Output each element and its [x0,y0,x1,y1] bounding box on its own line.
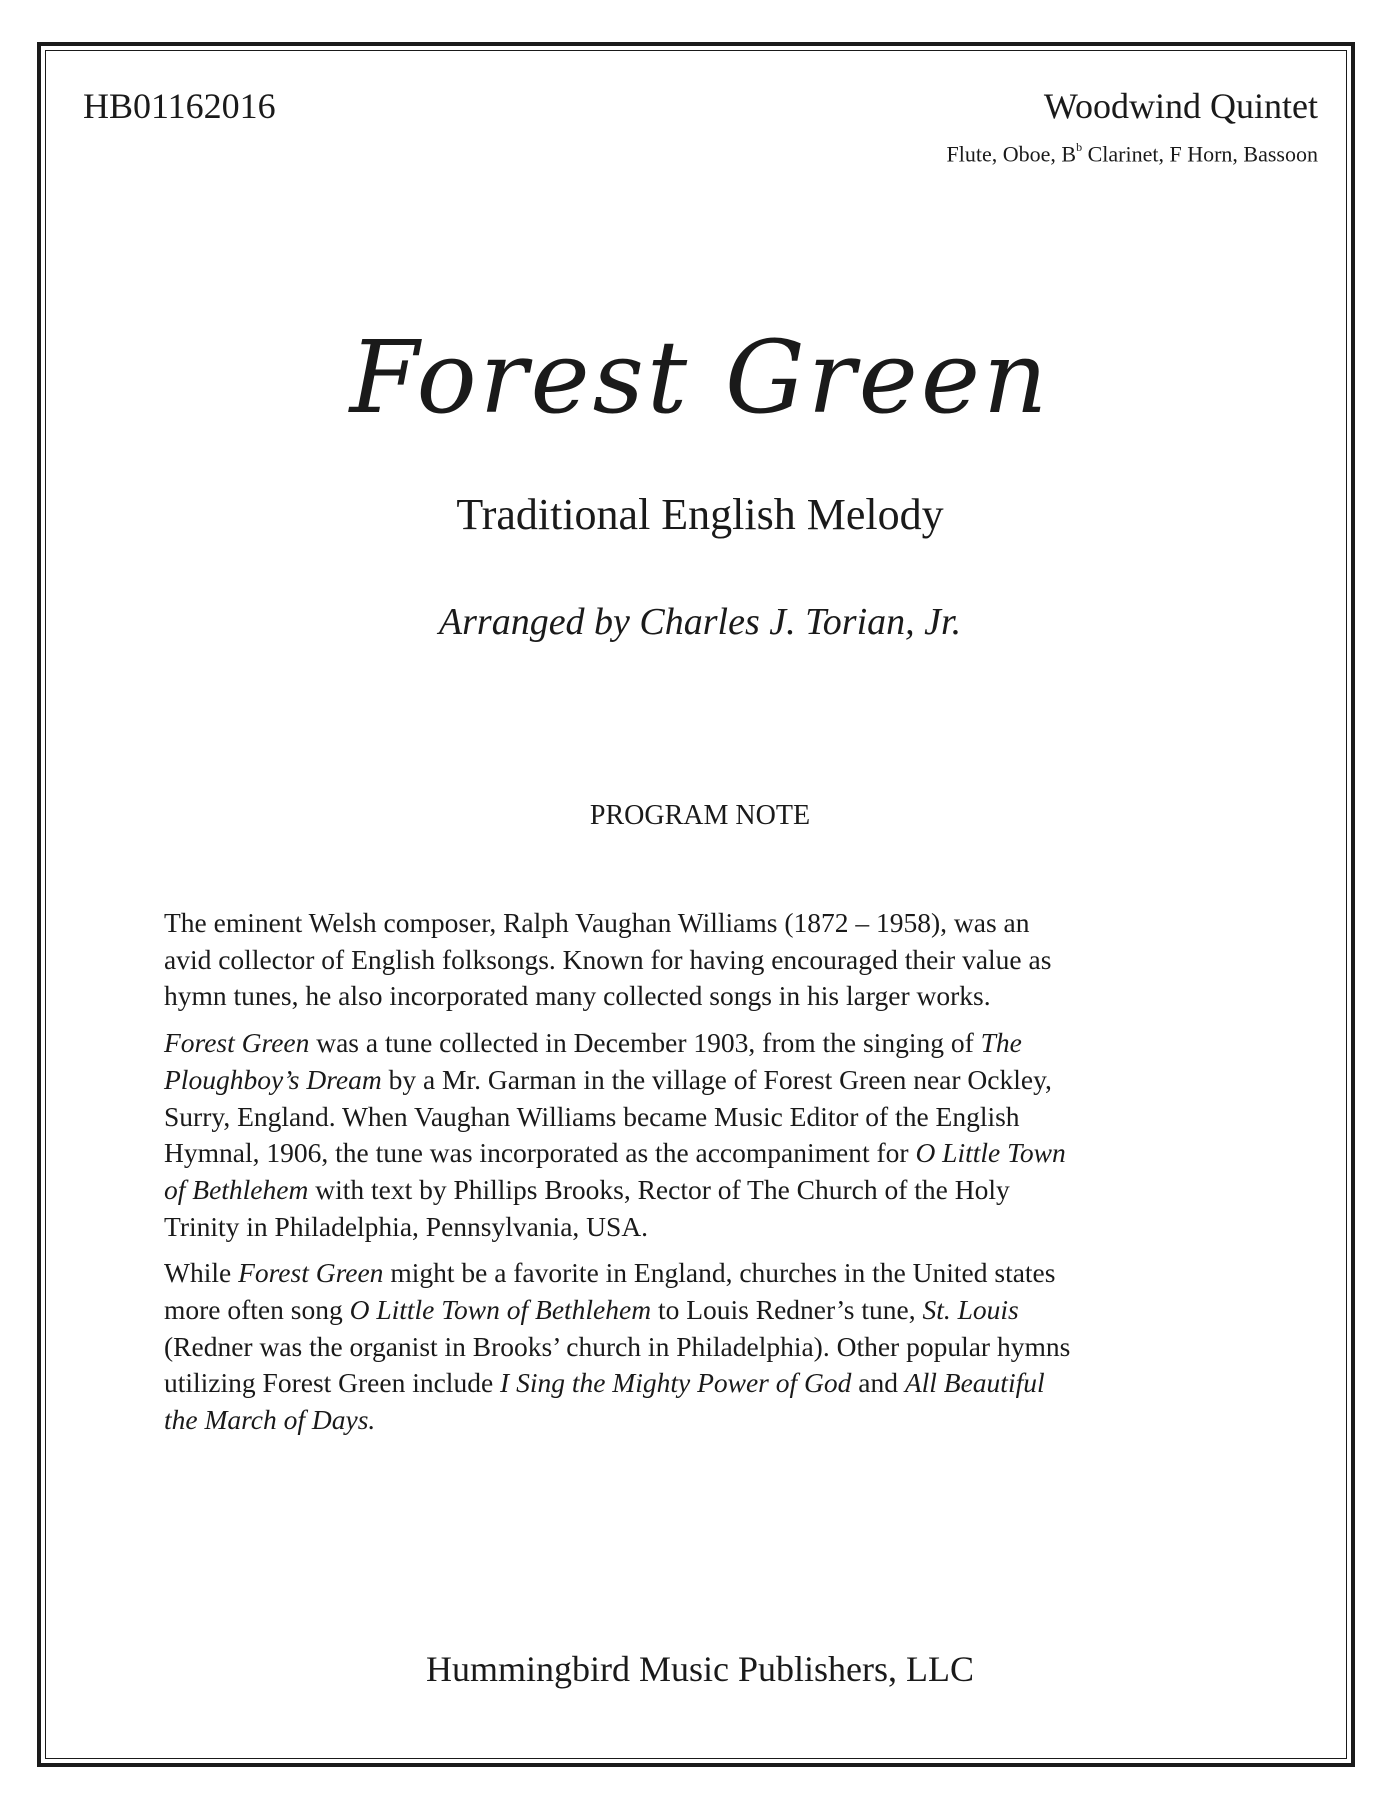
text-line [164,1365,1244,1402]
text-run: might be a favorite in England, churches in the United states [383,1257,1056,1289]
text-line: (Redner was the organist in Brooks’ church in Philadelphia). Other popular hymns [164,1330,1071,1362]
program-note-heading: PROGRAM NOTE [589,800,811,831]
italic-title: Forest Green [164,1027,310,1059]
program-note-paragraph [164,905,1244,1015]
text-run: with text by Phillips Brooks, Rector of The Church of the Holy [308,1173,1010,1205]
text-line: hymn tunes, he also incorporated many collected songs in his larger works. [164,980,991,1012]
text-line [164,1402,1244,1439]
text-run: by a Mr. Garman in the village of Forest Green near Ockley, [381,1063,1052,1095]
ensemble-block [947,86,1318,167]
ensemble-title: Woodwind Quintet [1043,86,1318,126]
catalog-number: HB01162016 [83,86,276,126]
piece-subtitle: Traditional English Melody [456,490,944,539]
publisher-name: Hummingbird Music Publishers, LLC [426,1649,974,1689]
italic-title: O Little Town [915,1137,1066,1169]
program-note-paragraph [164,1025,1244,1245]
program-note-body [164,905,1244,1449]
text-run: utilizing Forest Green include [164,1367,501,1399]
italic-title: of Bethlehem [164,1173,309,1205]
instrumentation-list [947,136,1318,167]
instrumentation-part: Clarinet, F Horn, Bassoon [1082,141,1318,167]
flat-symbol: b [1076,140,1083,154]
piece-title: Forest Green [349,319,1051,436]
text-line: avid collector of English folksongs. Known for having encouraged their value as [164,943,1052,975]
text-run: was a tune collected in December 1903, from the singing of [309,1027,981,1059]
italic-title: the March of Days. [164,1404,376,1436]
text-line: Trinity in Philadelphia, Pennsylvania, USA. [164,1210,649,1242]
text-run: While [164,1257,239,1289]
text-run: more often song [164,1294,350,1326]
text-line [164,1025,1244,1062]
italic-title: O Little Town of Bethlehem [349,1294,652,1326]
italic-title: St. Louis [922,1294,1019,1326]
text-line [164,1292,1244,1329]
italic-title: I Sing the Mighty Power of God [500,1367,852,1399]
text-run: to Louis Redner’s tune, [651,1294,923,1326]
italic-title: The [980,1027,1022,1059]
text-line [164,1062,1244,1099]
arranger-credit: Arranged by Charles J. Torian, Jr. [438,601,962,643]
text-line [164,1135,1244,1172]
program-note-paragraph [164,1255,1244,1439]
text-line: Surry, England. When Vaughan Williams became Music Editor of the English [164,1100,1020,1132]
text-run: Hymnal, 1906, the tune was incorporated as the accompaniment for [164,1137,916,1169]
italic-title: All Beautiful [904,1367,1045,1399]
text-line [164,1255,1244,1292]
text-line [164,1172,1244,1209]
italic-title: Ploughboy’s Dream [164,1063,382,1095]
text-line: The eminent Welsh composer, Ralph Vaughan Williams (1872 – 1958), was an [164,907,1030,938]
instrumentation-part: Flute, Oboe, B [946,141,1077,167]
italic-title: Forest Green [238,1257,384,1289]
text-run: and [851,1367,905,1399]
